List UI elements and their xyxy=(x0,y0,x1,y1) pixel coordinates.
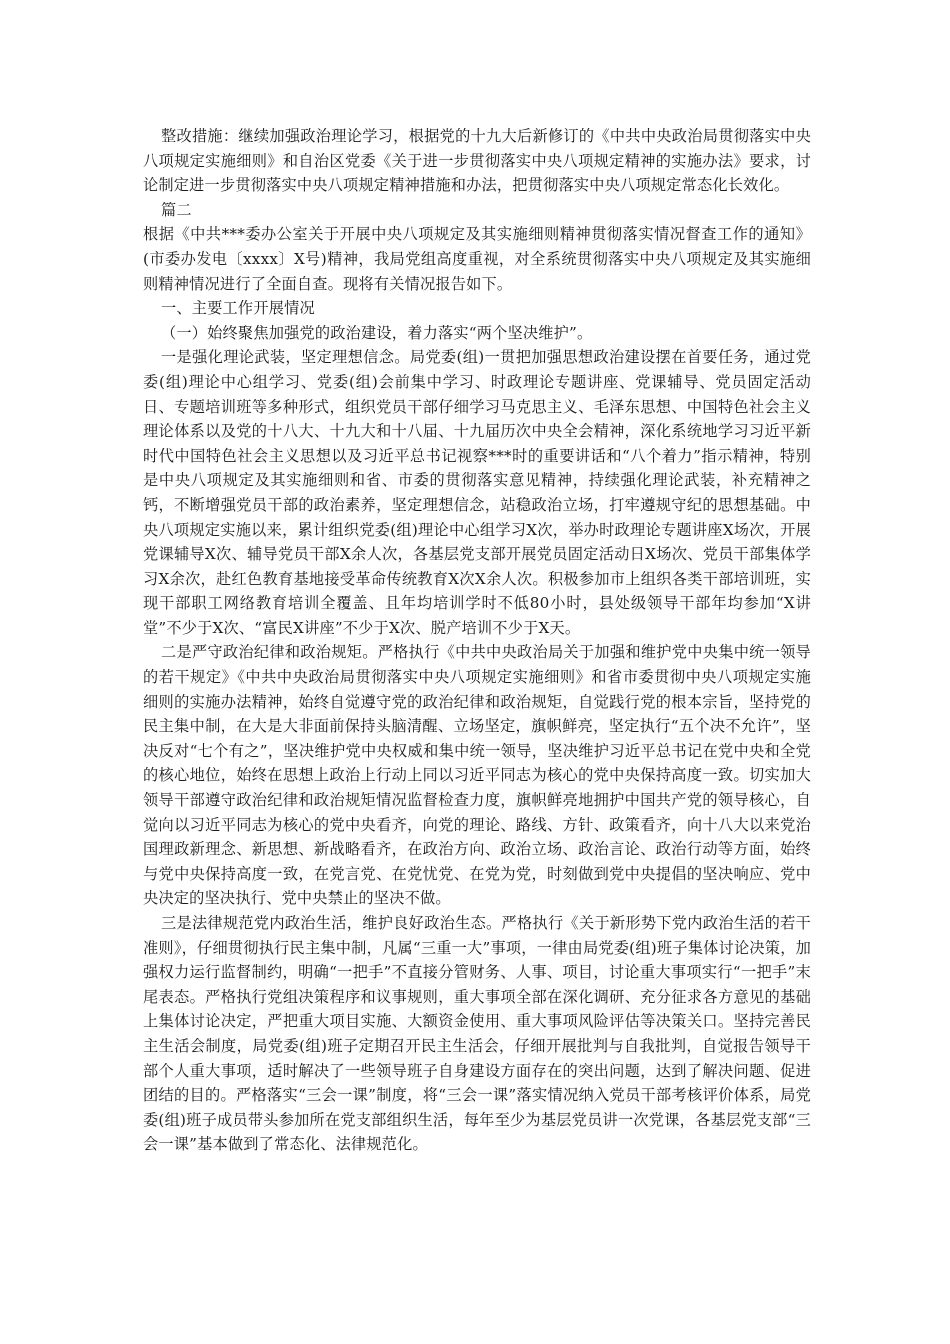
paragraph-intro: 根据《中共***委办公室关于开展中央八项规定及其实施细则精神贯彻落实情况督查工作的通知》(市委办发电〔xxxx〕X号)精神，我局党组高度重视，对全系统贯彻落实中央八项规定及其实施细则精神情况进行了全面自查。现将有关情况报告如下。 xyxy=(143,225,811,293)
paragraph-political-discipline: 二是严守政治纪律和政治规矩。严格执行《中共中央政治局关于加强和维护党中央集中统一领导的若干规定》《中共中央政治局贯彻落实中央八项规定实施细则》和省市委贯彻中央八项规定实施细则的实施办法精神，始终自觉遵守党的政治纪律和政治规矩，自觉践行党的根本宗旨，坚持党的民主集中制，在大是大非面前保持头脑清醒、立场坚定，旗帜鲜亮，坚定执行“五个决不允许”，坚决反对“七个有之”，坚决维护党中央权威和集中统一领导，坚决维护习近平总书记在党中央和全党的核心地位，始终在思想上政治上行动上同以习近平同志为核心的党中央保持高度一致。切实加大领导干部遵守政治纪律和政治规矩情况监督检查力度，旗帜鲜亮地拥护中国共产党的领导核心，自觉向以习近平同志为核心的党中央看齐，向党的理论、路线、方针、政策看齐，向十八大以来党治国理政新理念、新思想、新战略看齐，在政治方向、政治立场、政治言论、政治行动等方面，始终与党中央保持高度一致，在党言党、在党忧党、在党为党，时刻做到党中央提倡的坚决响应、党中央决定的坚决执行、党中央禁止的坚决不做。 xyxy=(143,643,811,908)
document-body xyxy=(143,124,811,1157)
paragraph-theory-armament: 一是强化理论武装，坚定理想信念。局党委(组)一贯把加强思想政治建设摆在首要任务，通过党委(组)理论中心组学习、党委(组)会前集中学习、时政理论专题讲座、党课辅导、党员固定活动日、专题培训班等多种形式，组织党员干部仔细学习马克思主义、毛泽东思想、中国特色社会主义理论体系以及党的十八大、十九大和十八届、十九届历次中央全会精神，深化系统地学习习近平新时代中国特色社会主义思想以及习近平总书记视察***时的重要讲话和“八个着力”指示精神，特别是中央八项规定及其实施细则和省、市委的贯彻落实意见精神，持续强化理论武装，补充精神之钙，不断增强党员干部的政治素养，坚定理想信念，站稳政治立场，打牢遵规守纪的思想基础。中央八项规定实施以来，累计组织党委(组)理论中心组学习X次，举办时政理论专题讲座X场次，开展党课辅导X次、辅导党员干部X余人次，各基层党支部开展党员固定活动日X场次、党员干部集体学习X余次，赴红色教育基地接受革命传统教育X次X余人次。积极参加市上组织各类干部培训班，实现干部职工网络教育培训全覆盖、且年均培训学时不低80小时，县处级领导干部年均参加“X讲堂”不少于X次、“富民X讲座”不少于X次、脱产培训不少于X天。 xyxy=(143,348,811,637)
section-label-part-two: 篇二 xyxy=(161,200,192,219)
paragraph-rectification-measures: 整改措施：继续加强政治理论学习，根据党的十九大后新修订的《中共中央政治局贯彻落实中央八项规定实施细则》和自治区党委《关于进一步贯彻落实中央八项规定精神的实施办法》要求，讨论制定进一步贯彻落实中央八项规定精神措施和办法，把贯彻落实中央八项规定常态化长效化。 xyxy=(143,127,811,195)
heading-main-work: 一、主要工作开展情况 xyxy=(161,299,315,318)
paragraph-political-life: 三是法律规范党内政治生活，维护良好政治生态。严格执行《关于新形势下党内政治生活的若干准则》，仔细贯彻执行民主集中制，凡属“三重一大”事项，一律由局党委(组)班子集体讨论决策，加强权力运行监督制约，明确“一把手”不直接分管财务、人事、项目，讨论重大事项实行“一把手”末尾表态。严格执行党组决策程序和议事规则，重大事项全部在深化调研、充分征求各方意见的基础上集体讨论决定，严把重大项目实施、大额资金使用、重大事项风险评估等决策关口。坚持完善民主生活会制度，局党委(组)班子定期召开民主生活会，仔细开展批判与自我批判，自觉报告领导干部个人重大事项，适时解决了一些领导班子自身建设方面存在的突出问题，达到了解决问题、促进团结的目的。严格落实“三会一课”制度，将“三会一课”落实情况纳入党员干部考核评价体系，局党委(组)班子成员带头参加所在党支部组织生活，每年至少为基层党员讲一次党课，各基层党支部“三会一课”基本做到了常态化、法律规范化。 xyxy=(143,914,811,1154)
subheading-political-construction: （一）始终聚焦加强党的政治建设，着力落实“两个坚决维护”。 xyxy=(161,323,593,342)
